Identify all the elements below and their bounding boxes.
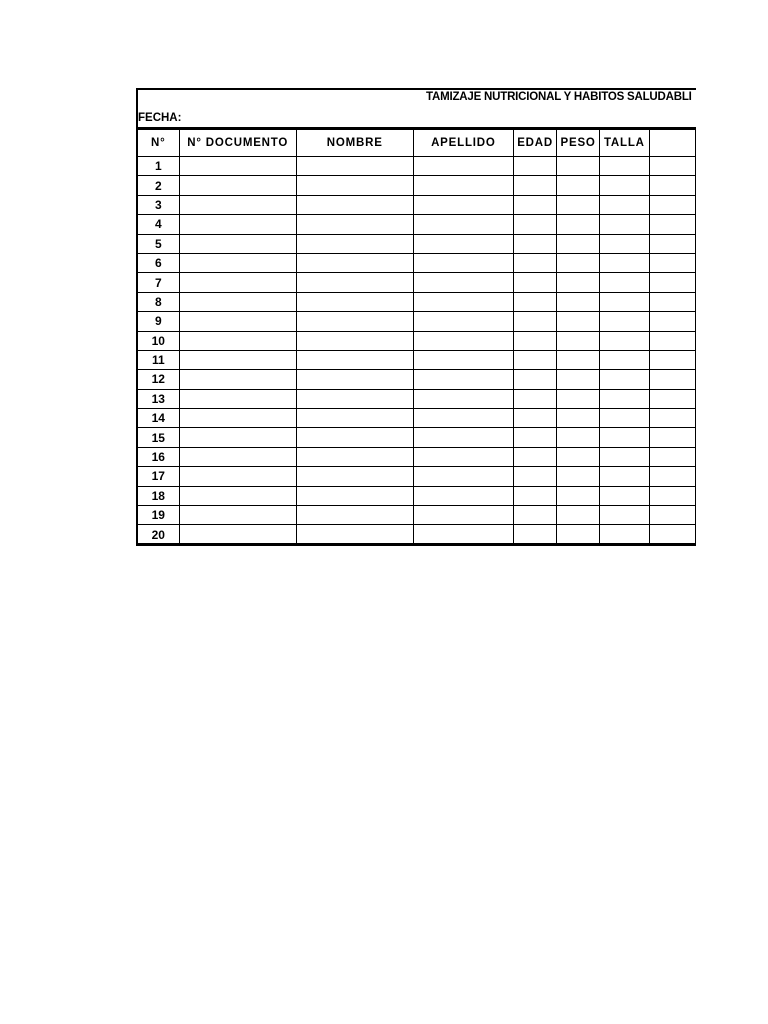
- apellido-cell[interactable]: [413, 234, 513, 253]
- table-row: [137, 273, 696, 292]
- table-row: [137, 312, 696, 331]
- talla-cell[interactable]: [600, 506, 650, 525]
- edad-cell[interactable]: [514, 176, 557, 195]
- edad-cell[interactable]: [514, 292, 557, 311]
- table-row: [137, 506, 696, 525]
- nombre-cell[interactable]: [296, 389, 413, 408]
- apellido-cell[interactable]: [413, 506, 513, 525]
- table-row: [137, 389, 696, 408]
- peso-cell[interactable]: [557, 234, 600, 253]
- table-row: [137, 525, 696, 544]
- apellido-cell[interactable]: [413, 525, 513, 544]
- column-header-documento: N° DOCUMENTO: [179, 129, 296, 157]
- table-body: [137, 157, 696, 545]
- overflow-cell[interactable]: [649, 447, 695, 466]
- overflow-cell[interactable]: [649, 273, 695, 292]
- talla-cell[interactable]: [600, 234, 650, 253]
- nombre-cell[interactable]: [296, 253, 413, 272]
- nombre-cell[interactable]: [296, 234, 413, 253]
- documento-cell[interactable]: [179, 428, 296, 447]
- overflow-cell[interactable]: [649, 176, 695, 195]
- column-header-apellido: APELLIDO: [413, 129, 513, 157]
- apellido-cell[interactable]: [413, 409, 513, 428]
- apellido-cell[interactable]: [413, 292, 513, 311]
- row-number: 14: [137, 409, 179, 428]
- row-number: 15: [137, 428, 179, 447]
- apellido-cell[interactable]: [413, 195, 513, 214]
- row-number: 20: [137, 525, 179, 544]
- edad-cell[interactable]: [514, 195, 557, 214]
- edad-cell[interactable]: [514, 273, 557, 292]
- row-number: 19: [137, 506, 179, 525]
- apellido-cell[interactable]: [413, 350, 513, 369]
- apellido-cell[interactable]: [413, 157, 513, 176]
- overflow-cell[interactable]: [649, 428, 695, 447]
- edad-cell[interactable]: [514, 253, 557, 272]
- fecha-label: FECHA:: [138, 112, 182, 124]
- row-number: 16: [137, 447, 179, 466]
- column-header-numero: N°: [137, 129, 179, 157]
- row-number: 6: [137, 253, 179, 272]
- edad-cell[interactable]: [514, 525, 557, 544]
- nombre-cell[interactable]: [296, 312, 413, 331]
- column-header-overflow: [649, 129, 695, 157]
- table-row: [137, 409, 696, 428]
- documento-cell[interactable]: [179, 350, 296, 369]
- peso-cell[interactable]: [557, 506, 600, 525]
- row-number: 17: [137, 467, 179, 486]
- peso-cell[interactable]: [557, 350, 600, 369]
- peso-cell[interactable]: [557, 486, 600, 505]
- nombre-cell[interactable]: [296, 215, 413, 234]
- row-number: 13: [137, 389, 179, 408]
- column-header-peso: PESO: [557, 129, 600, 157]
- nombre-cell[interactable]: [296, 447, 413, 466]
- talla-cell[interactable]: [600, 292, 650, 311]
- column-header-nombre: NOMBRE: [296, 129, 413, 157]
- talla-cell[interactable]: [600, 525, 650, 544]
- apellido-cell[interactable]: [413, 253, 513, 272]
- overflow-cell[interactable]: [649, 370, 695, 389]
- header-row: [137, 129, 696, 157]
- peso-cell[interactable]: [557, 467, 600, 486]
- nombre-cell[interactable]: [296, 428, 413, 447]
- column-header-talla: TALLA: [600, 129, 650, 157]
- row-number: 10: [137, 331, 179, 350]
- apellido-cell[interactable]: [413, 370, 513, 389]
- documento-cell[interactable]: [179, 370, 296, 389]
- table-row: [137, 467, 696, 486]
- overflow-cell[interactable]: [649, 506, 695, 525]
- nombre-cell[interactable]: [296, 350, 413, 369]
- overflow-cell[interactable]: [649, 292, 695, 311]
- data-table: [136, 127, 696, 545]
- edad-cell[interactable]: [514, 234, 557, 253]
- overflow-cell[interactable]: [649, 234, 695, 253]
- documento-cell[interactable]: [179, 253, 296, 272]
- edad-cell[interactable]: [514, 370, 557, 389]
- peso-cell[interactable]: [557, 273, 600, 292]
- overflow-cell[interactable]: [649, 486, 695, 505]
- nombre-cell[interactable]: [296, 506, 413, 525]
- row-number: 8: [137, 292, 179, 311]
- apellido-cell[interactable]: [413, 273, 513, 292]
- talla-cell[interactable]: [600, 176, 650, 195]
- column-header-edad: EDAD: [514, 129, 557, 157]
- peso-cell[interactable]: [557, 312, 600, 331]
- apellido-cell[interactable]: [413, 312, 513, 331]
- sheet-page: [136, 88, 696, 548]
- talla-cell[interactable]: [600, 350, 650, 369]
- peso-cell[interactable]: [557, 525, 600, 544]
- nombre-cell[interactable]: [296, 525, 413, 544]
- table-row: [137, 215, 696, 234]
- row-number: 5: [137, 234, 179, 253]
- edad-cell[interactable]: [514, 428, 557, 447]
- edad-cell[interactable]: [514, 409, 557, 428]
- nombre-cell[interactable]: [296, 176, 413, 195]
- edad-cell[interactable]: [514, 447, 557, 466]
- nombre-cell[interactable]: [296, 292, 413, 311]
- table-row: [137, 370, 696, 389]
- peso-cell[interactable]: [557, 331, 600, 350]
- apellido-cell[interactable]: [413, 467, 513, 486]
- table-row: [137, 428, 696, 447]
- overflow-cell[interactable]: [649, 195, 695, 214]
- apellido-cell[interactable]: [413, 176, 513, 195]
- row-number: 9: [137, 312, 179, 331]
- table-row: [137, 253, 696, 272]
- apellido-cell[interactable]: [413, 428, 513, 447]
- peso-cell[interactable]: [557, 447, 600, 466]
- row-number: 11: [137, 350, 179, 369]
- talla-cell[interactable]: [600, 370, 650, 389]
- overflow-cell[interactable]: [649, 253, 695, 272]
- table-row: [137, 486, 696, 505]
- peso-cell[interactable]: [557, 215, 600, 234]
- nombre-cell[interactable]: [296, 370, 413, 389]
- talla-cell[interactable]: [600, 253, 650, 272]
- apellido-cell[interactable]: [413, 486, 513, 505]
- nombre-cell[interactable]: [296, 195, 413, 214]
- table-row: [137, 176, 696, 195]
- documento-cell[interactable]: [179, 409, 296, 428]
- edad-cell[interactable]: [514, 506, 557, 525]
- talla-cell[interactable]: [600, 215, 650, 234]
- nombre-cell[interactable]: [296, 409, 413, 428]
- overflow-cell[interactable]: [649, 525, 695, 544]
- apellido-cell[interactable]: [413, 215, 513, 234]
- row-number: 7: [137, 273, 179, 292]
- talla-cell[interactable]: [600, 157, 650, 176]
- overflow-cell[interactable]: [649, 350, 695, 369]
- edad-cell[interactable]: [514, 467, 557, 486]
- documento-cell[interactable]: [179, 195, 296, 214]
- table-row: [137, 331, 696, 350]
- apellido-cell[interactable]: [413, 331, 513, 350]
- peso-cell[interactable]: [557, 195, 600, 214]
- sheet-title: TAMIZAJE NUTRICIONAL Y HABITOS SALUDABLI: [426, 91, 692, 103]
- overflow-cell[interactable]: [649, 389, 695, 408]
- documento-cell[interactable]: [179, 234, 296, 253]
- peso-cell[interactable]: [557, 389, 600, 408]
- documento-cell[interactable]: [179, 486, 296, 505]
- row-number: 3: [137, 195, 179, 214]
- documento-cell[interactable]: [179, 157, 296, 176]
- nombre-cell[interactable]: [296, 273, 413, 292]
- peso-cell[interactable]: [557, 253, 600, 272]
- row-number: 2: [137, 176, 179, 195]
- documento-cell[interactable]: [179, 467, 296, 486]
- talla-cell[interactable]: [600, 428, 650, 447]
- row-number: 4: [137, 215, 179, 234]
- documento-cell[interactable]: [179, 525, 296, 544]
- edad-cell[interactable]: [514, 157, 557, 176]
- edad-cell[interactable]: [514, 389, 557, 408]
- peso-cell[interactable]: [557, 292, 600, 311]
- talla-cell[interactable]: [600, 447, 650, 466]
- documento-cell[interactable]: [179, 292, 296, 311]
- talla-cell[interactable]: [600, 273, 650, 292]
- talla-cell[interactable]: [600, 409, 650, 428]
- apellido-cell[interactable]: [413, 447, 513, 466]
- nombre-cell[interactable]: [296, 157, 413, 176]
- peso-cell[interactable]: [557, 157, 600, 176]
- overflow-cell[interactable]: [649, 312, 695, 331]
- talla-cell[interactable]: [600, 331, 650, 350]
- overflow-cell[interactable]: [649, 331, 695, 350]
- nombre-cell[interactable]: [296, 486, 413, 505]
- edad-cell[interactable]: [514, 350, 557, 369]
- apellido-cell[interactable]: [413, 389, 513, 408]
- edad-cell[interactable]: [514, 215, 557, 234]
- overflow-cell[interactable]: [649, 215, 695, 234]
- documento-cell[interactable]: [179, 447, 296, 466]
- table-row: [137, 157, 696, 176]
- row-number: 1: [137, 157, 179, 176]
- talla-cell[interactable]: [600, 467, 650, 486]
- row-number: 12: [137, 370, 179, 389]
- nombre-cell[interactable]: [296, 467, 413, 486]
- peso-cell[interactable]: [557, 176, 600, 195]
- overflow-cell[interactable]: [649, 409, 695, 428]
- edad-cell[interactable]: [514, 331, 557, 350]
- edad-cell[interactable]: [514, 486, 557, 505]
- table-row: [137, 195, 696, 214]
- documento-cell[interactable]: [179, 506, 296, 525]
- edad-cell[interactable]: [514, 312, 557, 331]
- table-row: [137, 350, 696, 369]
- documento-cell[interactable]: [179, 312, 296, 331]
- talla-cell[interactable]: [600, 389, 650, 408]
- documento-cell[interactable]: [179, 331, 296, 350]
- talla-cell[interactable]: [600, 312, 650, 331]
- documento-cell[interactable]: [179, 176, 296, 195]
- overflow-cell[interactable]: [649, 157, 695, 176]
- row-number: 18: [137, 486, 179, 505]
- talla-cell[interactable]: [600, 486, 650, 505]
- nombre-cell[interactable]: [296, 331, 413, 350]
- peso-cell[interactable]: [557, 428, 600, 447]
- documento-cell[interactable]: [179, 273, 296, 292]
- table-row: [137, 292, 696, 311]
- talla-cell[interactable]: [600, 195, 650, 214]
- peso-cell[interactable]: [557, 370, 600, 389]
- peso-cell[interactable]: [557, 409, 600, 428]
- table-row: [137, 234, 696, 253]
- documento-cell[interactable]: [179, 389, 296, 408]
- documento-cell[interactable]: [179, 215, 296, 234]
- table-row: [137, 447, 696, 466]
- overflow-cell[interactable]: [649, 467, 695, 486]
